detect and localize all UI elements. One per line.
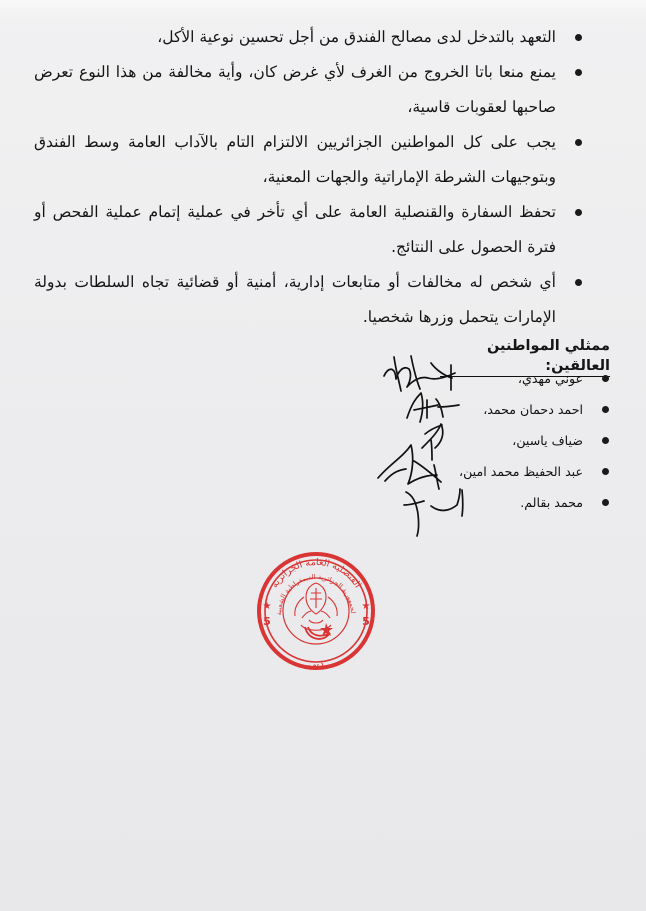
signature-mahdi — [384, 356, 455, 391]
bullet-icon — [602, 406, 609, 413]
stamp-inner-text: لجمهورية الجزائرية الديمقراطية الشعبية — [274, 572, 358, 616]
condition-item — [34, 265, 582, 335]
bullet-icon — [575, 279, 582, 286]
representative-name: عبد الحفيظ محمد امين، — [459, 464, 583, 479]
condition-text: يجب على كل المواطنين الجزائريين الالتزام التام بالآداب العامة وسط الفندق وبتوجيهات الشرطة الإماراتية والجهات المعنية، — [34, 133, 556, 186]
representatives-heading: ممثلي المواطنين العالقين: — [440, 336, 610, 377]
stamp-crescent-star-icon — [305, 623, 333, 639]
condition-item — [34, 55, 582, 125]
stamp-city: دبي — [308, 659, 324, 670]
stamp-right-number: 5 — [362, 615, 370, 628]
condition-text: تحفظ السفارة والقنصلية العامة على أي تأخر في عملية إتمام عملية الفحص أو فترة الحصول على النتائج. — [34, 203, 556, 256]
conditions-list — [34, 20, 582, 335]
condition-text: أي شخص له مخالفات أو متابعات إدارية، أمنية أو قضائية تجاه السلطات بدولة الإمارات يتحمل وزرها شخصيا. — [34, 273, 556, 326]
representative-name: احمد دحمان محمد، — [483, 402, 583, 417]
bullet-icon — [602, 375, 609, 382]
signatures-group — [350, 345, 490, 545]
condition-text: التعهد بالتدخل لدى مصالح الفندق من أجل تحسين نوعية الأكل، — [157, 28, 556, 46]
bullet-icon — [575, 209, 582, 216]
stamp-right-star-icon: ★ — [361, 601, 371, 612]
condition-item — [34, 125, 582, 195]
bullet-icon — [575, 139, 582, 146]
paper-shading — [0, 0, 646, 20]
representative-name: عوني مهدي، — [517, 371, 583, 386]
stamp-outer-text: القنصلية العامة الجزائرية — [269, 556, 363, 590]
condition-text: يمنع منعا باتا الخروج من الغرف لأي غرض كان، وأية مخالفة من هذا النوع تعرض صاحبها لعقوبات قاسية، — [34, 63, 556, 116]
stamp-left-star-icon: ★ — [262, 601, 272, 612]
bullet-icon — [602, 437, 609, 444]
bullet-icon — [575, 69, 582, 76]
condition-item — [34, 195, 582, 265]
stamp-emblem-icon — [295, 583, 337, 630]
representative-name: ضياف ياسين، — [512, 433, 583, 448]
representative-name: محمد بقالم. — [520, 495, 583, 510]
bullet-icon — [602, 468, 609, 475]
signature-ahmed — [407, 393, 459, 422]
consulate-stamp — [250, 545, 382, 677]
signature-yassine — [422, 424, 443, 460]
bullet-icon — [602, 499, 609, 506]
condition-item — [34, 20, 582, 55]
signature-bakalem — [404, 489, 463, 536]
bullet-icon — [575, 34, 582, 41]
stamp-left-number: 5 — [263, 615, 271, 628]
